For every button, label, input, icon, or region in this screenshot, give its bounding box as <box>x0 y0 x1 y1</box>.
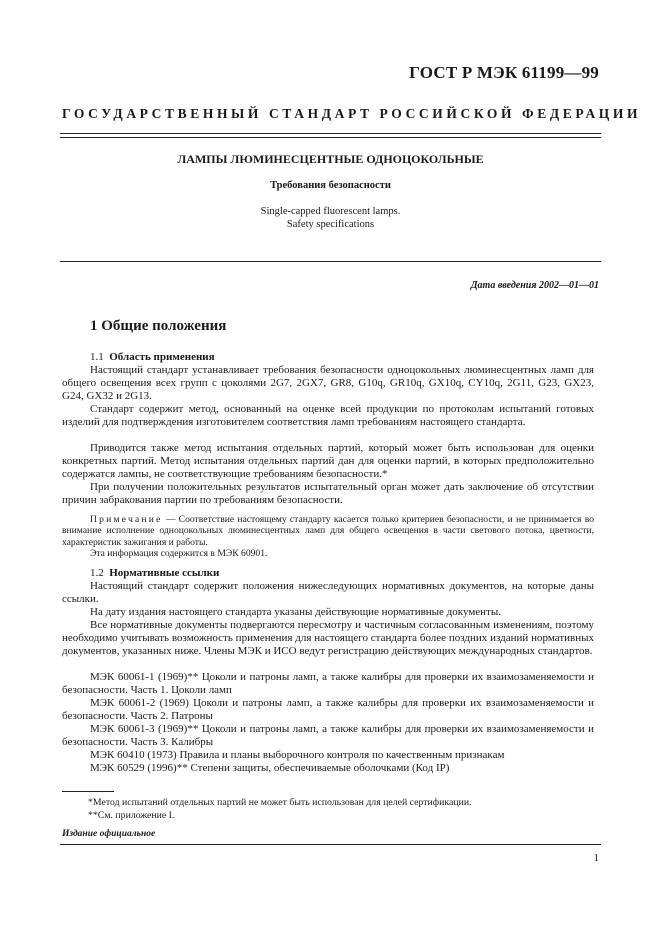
state-standard-heading: ГОСУДАРСТВЕННЫЙ СТАНДАРТ РОССИЙСКОЙ ФЕДЕРАЦИИ <box>62 106 642 121</box>
introduction-date: Дата введения 2002—01—01 <box>470 280 599 291</box>
reference-iec-60061-3: МЭК 60061-3 (1969)** Цоколи и патроны ламп, а также калибры для проверки их взаимозаменяемости и безопасности. Часть 3. Калибры <box>62 723 594 748</box>
english-title-line2: Safety specifications <box>286 219 375 230</box>
section-heading: 1 Общие положения <box>90 318 227 334</box>
page-number: 1 <box>593 852 599 864</box>
header-rule-bottom <box>60 137 601 138</box>
paragraph-scope: Настоящий стандарт устанавливает требования безопасности одноцокольных люминесцентных ламп для общего освещения всех групп с цоколями 2G7, 2GX7, GR8, G10q, GR10q, GX10q, CY10q, 2G11, G23, GX23, G24, GX32 и 2G13. <box>62 364 594 402</box>
document-code: ГОСТ Р МЭК 61199—99 <box>409 63 599 82</box>
subsection-number: 1.2 <box>90 567 104 579</box>
subsection-number: 1.1 <box>90 351 104 363</box>
document-title: ЛАМПЫ ЛЮМИНЕСЦЕНТНЫЕ ОДНОЦОКОЛЬНЫЕ <box>177 152 484 166</box>
note-label: Примечание <box>90 514 163 525</box>
edition-label: Издание официальное <box>62 829 156 839</box>
paragraph-revisions: Все нормативные документы подвергаются пересмотру и частичным согласованным изменениям, поэтому необходимо учитывать возможность применения для настоящего стандарта более поздних изданий нормативных документов, указанных ниже. Члены МЭК и ИСО ведут регистрацию действующих международных стандартов. <box>62 619 594 657</box>
footnote-2: **См. приложение I. <box>88 810 175 821</box>
reference-iec-60410: МЭК 60410 (1973) Правила и планы выборочного контроля по качественным признакам <box>90 749 505 761</box>
footnote-separator <box>62 791 114 792</box>
paragraph-positive-results: При получении положительных результатов испытательный орган может дать заключение об отсутствии причин забракования партии по требованиям безопасности. <box>62 481 594 506</box>
subsection-1-2-heading <box>90 567 219 579</box>
footnote-1: *Метод испытаний отдельных партий не может быть использован для целей сертификации. <box>88 797 472 808</box>
title-rule <box>60 261 601 262</box>
note-info: Эта информация содержится в МЭК 60901. <box>90 548 268 559</box>
paragraph-batch-method: Приводится также метод испытания отдельных партий, который может быть использован для оценки конкретных партий. Метод испытания отдельных партий дан для оценки партий, в которых предположительно содержатся лампы, не соответствующие требованиям безопасности.* <box>62 442 594 480</box>
reference-iec-60061-1: МЭК 60061-1 (1969)** Цоколи и патроны ламп, а также калибры для проверки их взаимозаменяемости и безопасности. Часть 1. Цоколи ламп <box>62 671 594 696</box>
english-title-line1: Single-capped fluorescent lamps. <box>260 206 401 217</box>
reference-iec-60529: МЭК 60529 (1996)** Степени защиты, обеспечиваемые оболочками (Код IP) <box>90 762 450 774</box>
header-rule-top <box>60 133 601 134</box>
subsection-title: Область применения <box>109 351 215 363</box>
subsection-1-1-heading <box>90 351 215 363</box>
paragraph-normative-intro: Настоящий стандарт содержит положения нижеследующих нормативных документов, на которые даны ссылки. <box>62 580 594 605</box>
paragraph-method: Стандарт содержит метод, основанный на оценке всей продукции по протоколам испытаний готовых изделий для подтверждения изготовителем соответствия ламп требованиям настоящего стандарта. <box>62 403 594 428</box>
edition-rule <box>60 844 601 845</box>
paragraph-current-docs: На дату издания настоящего стандарта указаны действующие нормативные документы. <box>90 606 501 618</box>
subsection-title: Нормативные ссылки <box>109 567 220 579</box>
note <box>62 514 594 548</box>
reference-iec-60061-2: МЭК 60061-2 (1969) Цоколи и патроны ламп, а также калибры для проверки их взаимозаменяемости и безопасности. Часть 2. Патроны <box>62 697 594 722</box>
document-subtitle: Требования безопасности <box>270 180 391 191</box>
note-text: — Соответствие настоящему стандарту касается только критериев безопасности, и не принимается во внимание исполнение одноцокольных люминесцентных ламп для общего освещения в части светового потока, цветности, характеристик зажигания и работы. <box>62 514 594 548</box>
